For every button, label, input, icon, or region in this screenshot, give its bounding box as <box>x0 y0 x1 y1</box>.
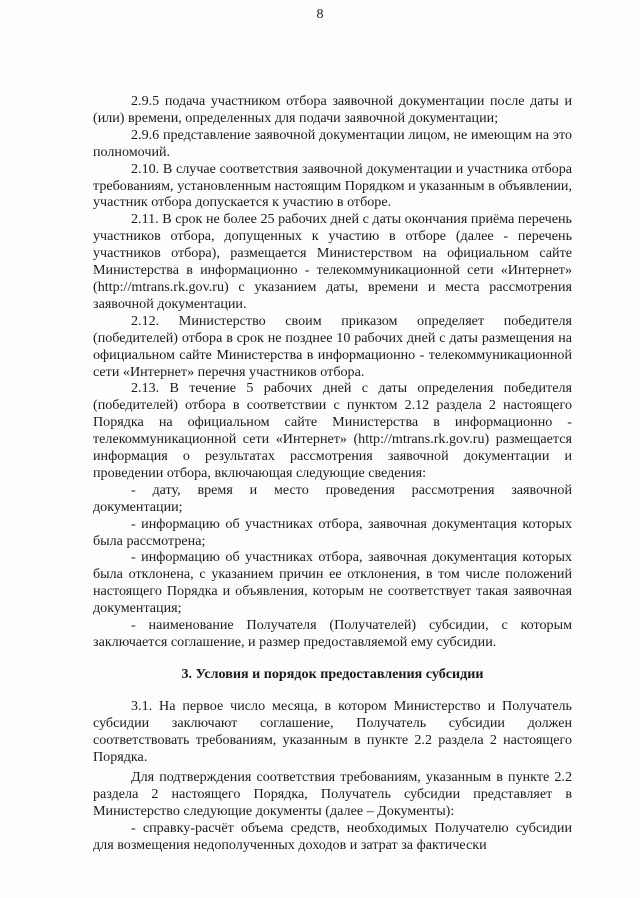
paragraph-2-12: 2.12. Министерство своим приказом определяет победителя (победителей) отбора в срок не позднее 10 рабочих дней с даты размещения на официальном сайте Министерства в информационно - телекоммуникационной сети «Интернет» перечня участников отбора. <box>93 312 572 380</box>
paragraph-2-11: 2.11. В срок не более 25 рабочих дней с даты окончания приёма перечень участников отбора, допущенных к участию в отборе (далее - перечень участников отбора), размещается Министерством на официальном сайте Министерства в информационно - телекоммуникационной сети «Интернет» (http://mtrans.rk.gov.ru) с указанием даты, времени и места рассмотрения заявочной документации. <box>93 211 572 312</box>
document-body <box>93 93 572 854</box>
paragraph-2-9-5: 2.9.5 подача участником отбора заявочной документации после даты и (или) времени, определенных для подачи заявочной документации; <box>93 93 572 126</box>
paragraph-2-10: 2.10. В случае соответствия заявочной документации и участника отбора требованиям, установленным настоящим Порядком и указанным в объявлении, участник отбора допускается к участию в отборе. <box>93 160 572 211</box>
page-number: 8 <box>316 7 324 22</box>
paragraph-2-13: 2.13. В течение 5 рабочих дней с даты определения победителя (победителей) отбора в соответствии с пунктом 2.12 раздела 2 настоящего Порядка на официальном сайте Министерства в информационно - телекоммуникационной сети «Интернет» (http://mtrans.rk.gov.ru) размещается информация о результатах рассмотрения заявочной документации и проведении отбора, включающая следующие сведения: <box>93 380 572 481</box>
section-heading: 3. Условия и порядок предоставления субсидии <box>181 665 484 682</box>
list-item-recipient-name: - наименование Получателя (Получателей) субсидии, с которым заключается соглашение, и размер предоставляемой ему субсидии. <box>93 617 572 650</box>
paragraph-3-1: 3.1. На первое число месяца, в котором Министерство и Получатель субсидии заключают соглашение, Получатель субсидии должен соответствовать требованиям, указанным в пункте 2.2 раздела 2 настоящего Порядка. <box>93 697 572 765</box>
list-item-date-time-place: - дату, время и место проведения рассмотрения заявочной документации; <box>93 481 572 515</box>
list-item-reviewed-participants: - информацию об участниках отбора, заявочная документация которых была рассмотрена; <box>93 515 572 549</box>
paragraph-documents-intro: Для подтверждения соответствия требованиям, указанным в пункте 2.2 раздела 2 настоящего Порядка, Получатель субсидии представляет в Министерство следующие документы (далее – Документы): <box>93 769 572 820</box>
list-item-rejected-participants: - информацию об участниках отбора, заявочная документация которых была отклонена, с указанием причин ее отклонения, в том числе положений настоящего Порядка и объявления, которым не соответствует такая заявочная документация; <box>93 549 572 617</box>
list-item-calculation-certificate: - справку-расчёт объема средств, необходимых Получателю субсидии для возмещения недополученных доходов и затрат за фактически <box>93 820 572 854</box>
paragraph-2-9-6: 2.9.6 представление заявочной документации лицом, не имеющим на это полномочий. <box>93 126 572 160</box>
